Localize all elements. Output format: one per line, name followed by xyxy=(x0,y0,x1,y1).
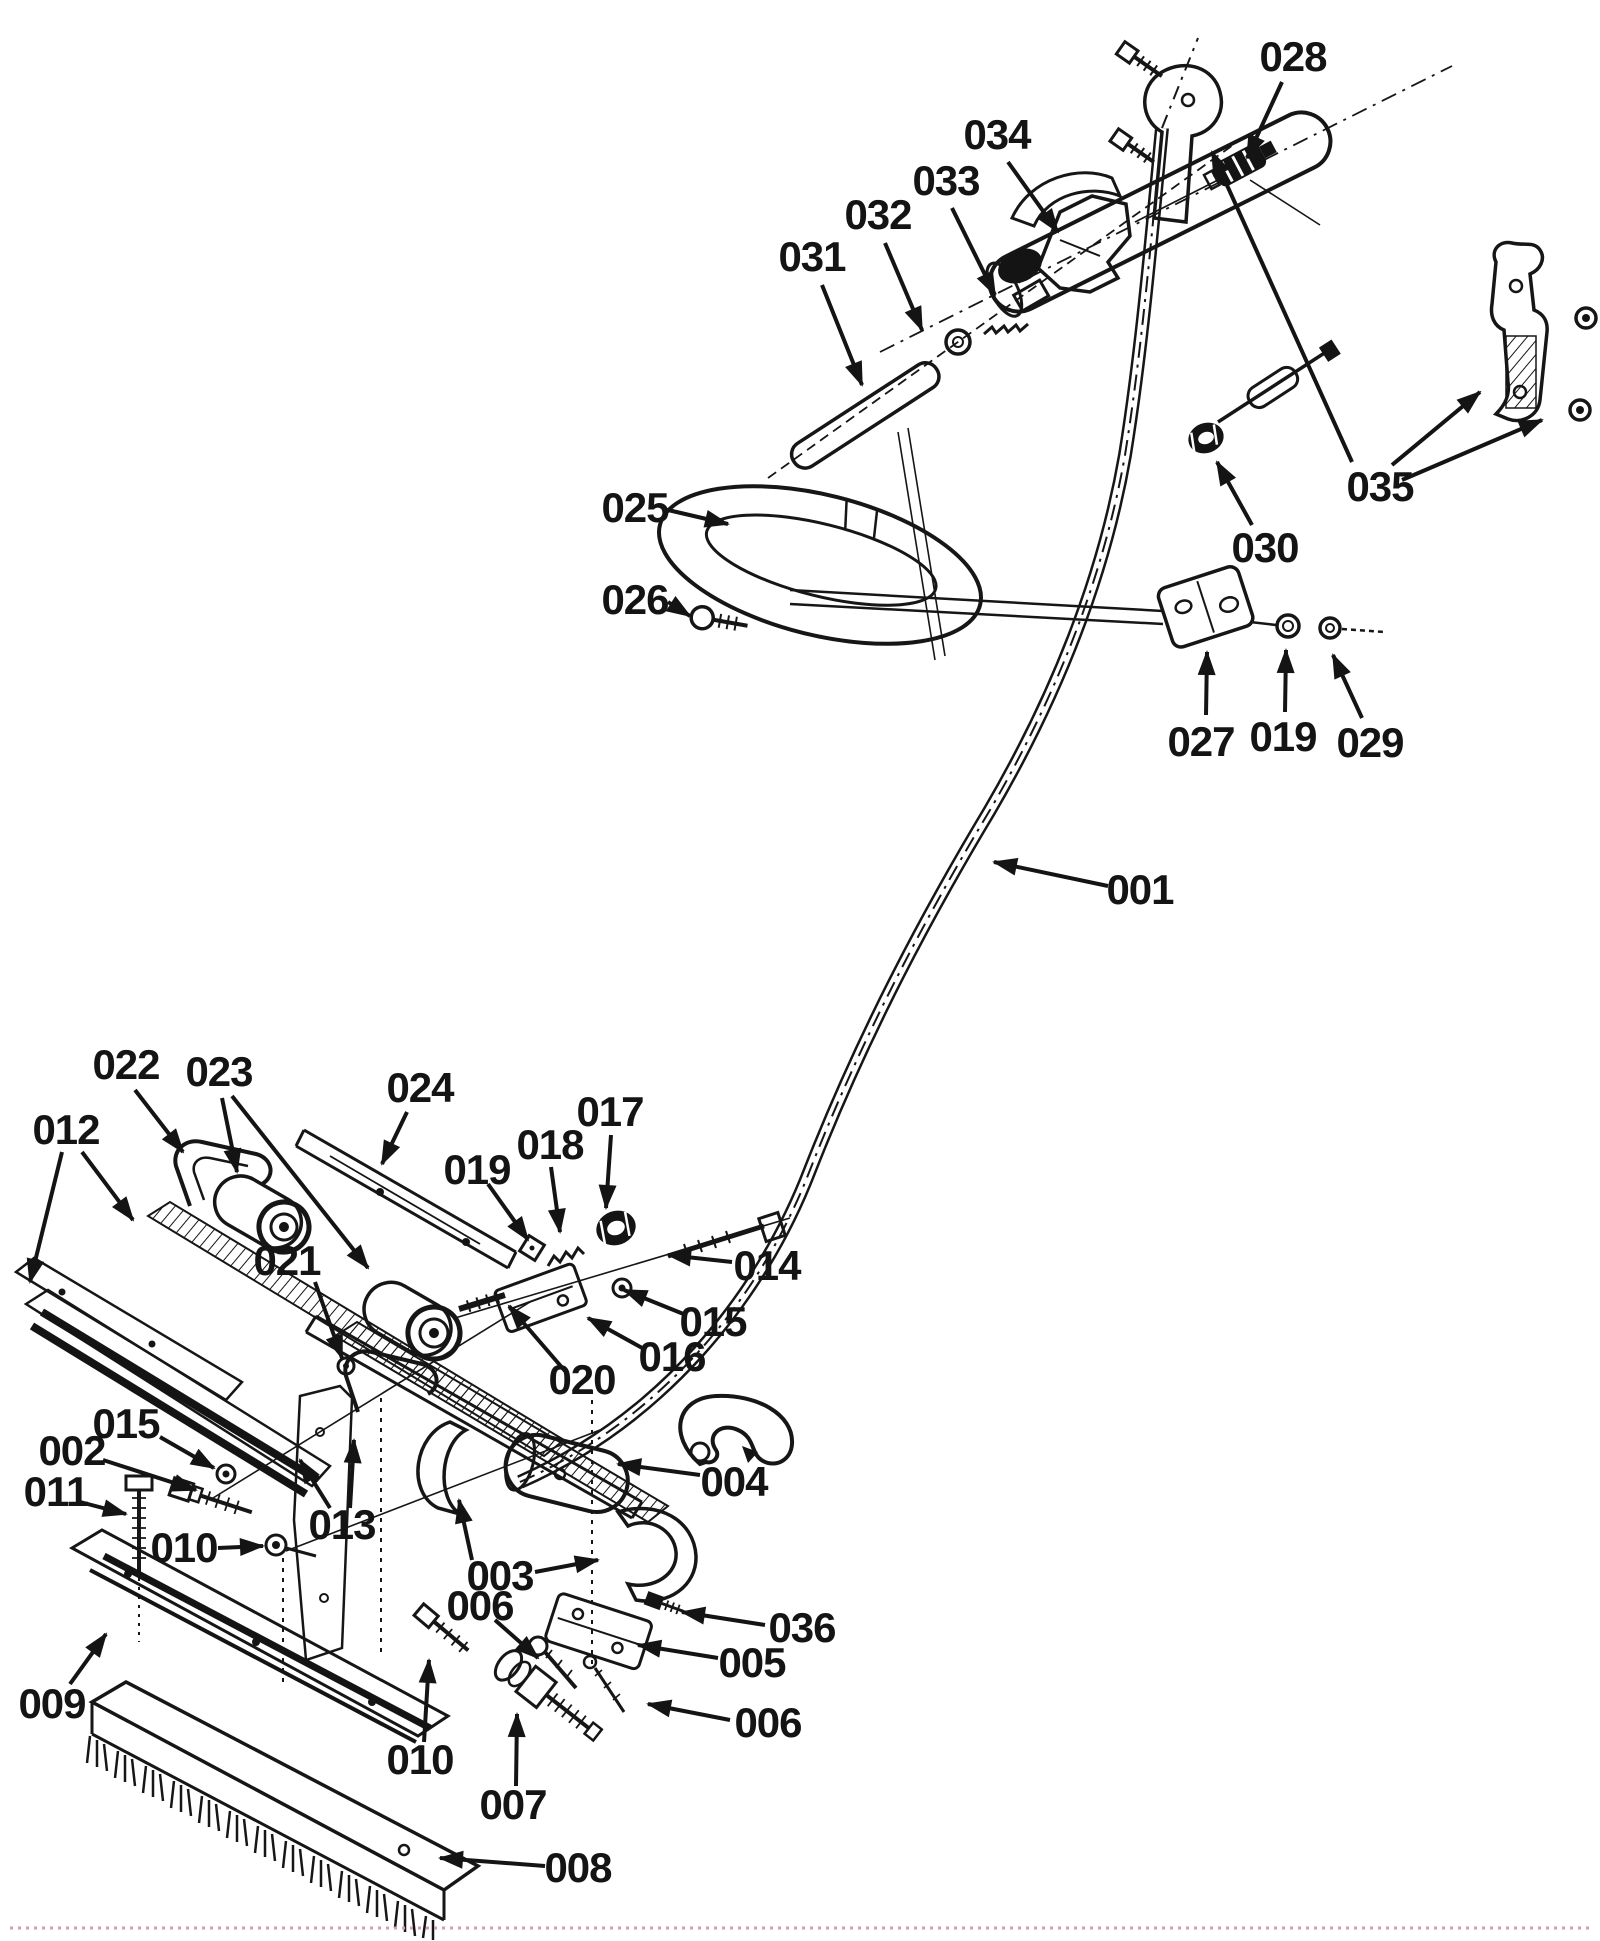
part-label-002: 002 xyxy=(38,1427,106,1474)
part-label-020: 020 xyxy=(548,1356,616,1403)
part-label-032: 032 xyxy=(844,191,912,238)
part-label-007: 007 xyxy=(479,1781,547,1828)
part-label-023: 023 xyxy=(185,1048,253,1095)
part-label-003: 003 xyxy=(466,1552,534,1599)
clamp-screw-icon xyxy=(1110,129,1158,169)
part-label-004: 004 xyxy=(700,1458,768,1505)
part-label-016: 016 xyxy=(638,1333,706,1380)
part-label-025: 025 xyxy=(601,484,669,531)
nut-icon xyxy=(1570,400,1590,420)
part-label-034: 034 xyxy=(963,111,1031,158)
part-label-021: 021 xyxy=(253,1237,321,1284)
damper-grommet-drawing xyxy=(1184,339,1341,458)
part-label-019-b: 019 xyxy=(1249,713,1317,760)
nut-icon xyxy=(1576,308,1596,328)
throttle-trigger-assembly-drawing xyxy=(768,140,1240,478)
part-label-035: 035 xyxy=(1346,463,1414,510)
part-label-030: 030 xyxy=(1231,524,1299,571)
backing-plate-drawing xyxy=(72,1530,448,1742)
part-label-005: 005 xyxy=(718,1639,786,1686)
part-label-024: 024 xyxy=(386,1064,454,1111)
part-label-033: 033 xyxy=(912,157,980,204)
part-label-028: 028 xyxy=(1259,33,1327,80)
part-label-008: 008 xyxy=(544,1844,612,1891)
part-label-006-a: 006 xyxy=(446,1582,514,1629)
part-label-013: 013 xyxy=(308,1501,376,1548)
lower-bar-and-clamp-drawing xyxy=(790,564,1384,649)
part-label-001: 001 xyxy=(1106,866,1174,913)
bolt-icon xyxy=(644,1591,686,1618)
part-label-019-a: 019 xyxy=(443,1146,511,1193)
right-clamp-bracket-drawing xyxy=(1492,242,1597,420)
handlebar-tube-drawing xyxy=(880,66,1452,352)
part-label-015-a: 015 xyxy=(679,1298,747,1345)
part-label-036: 036 xyxy=(768,1604,836,1651)
part-label-010-a: 010 xyxy=(150,1524,218,1571)
callout-arrows xyxy=(30,82,1542,1866)
part-label-015-b: 015 xyxy=(92,1400,160,1447)
roller-bracket-drawing xyxy=(175,1141,270,1206)
part-label-009: 009 xyxy=(18,1680,86,1727)
part-label-026: 026 xyxy=(601,576,669,623)
loop-handle-drawing xyxy=(643,457,997,673)
part-label-031: 031 xyxy=(778,233,846,280)
plug-bolt-icon xyxy=(490,1646,608,1749)
part-label-010-b: 010 xyxy=(386,1736,454,1783)
part-label-018: 018 xyxy=(516,1121,584,1168)
part-label-014: 014 xyxy=(733,1242,801,1289)
part-label-017: 017 xyxy=(576,1088,644,1135)
part-label-022: 022 xyxy=(92,1041,160,1088)
part-label-029: 029 xyxy=(1336,719,1404,766)
part-label-012: 012 xyxy=(32,1106,100,1153)
part-label-011: 011 xyxy=(23,1468,89,1515)
part-label-027: 027 xyxy=(1167,718,1235,765)
part-label-006-b: 006 xyxy=(734,1699,802,1746)
